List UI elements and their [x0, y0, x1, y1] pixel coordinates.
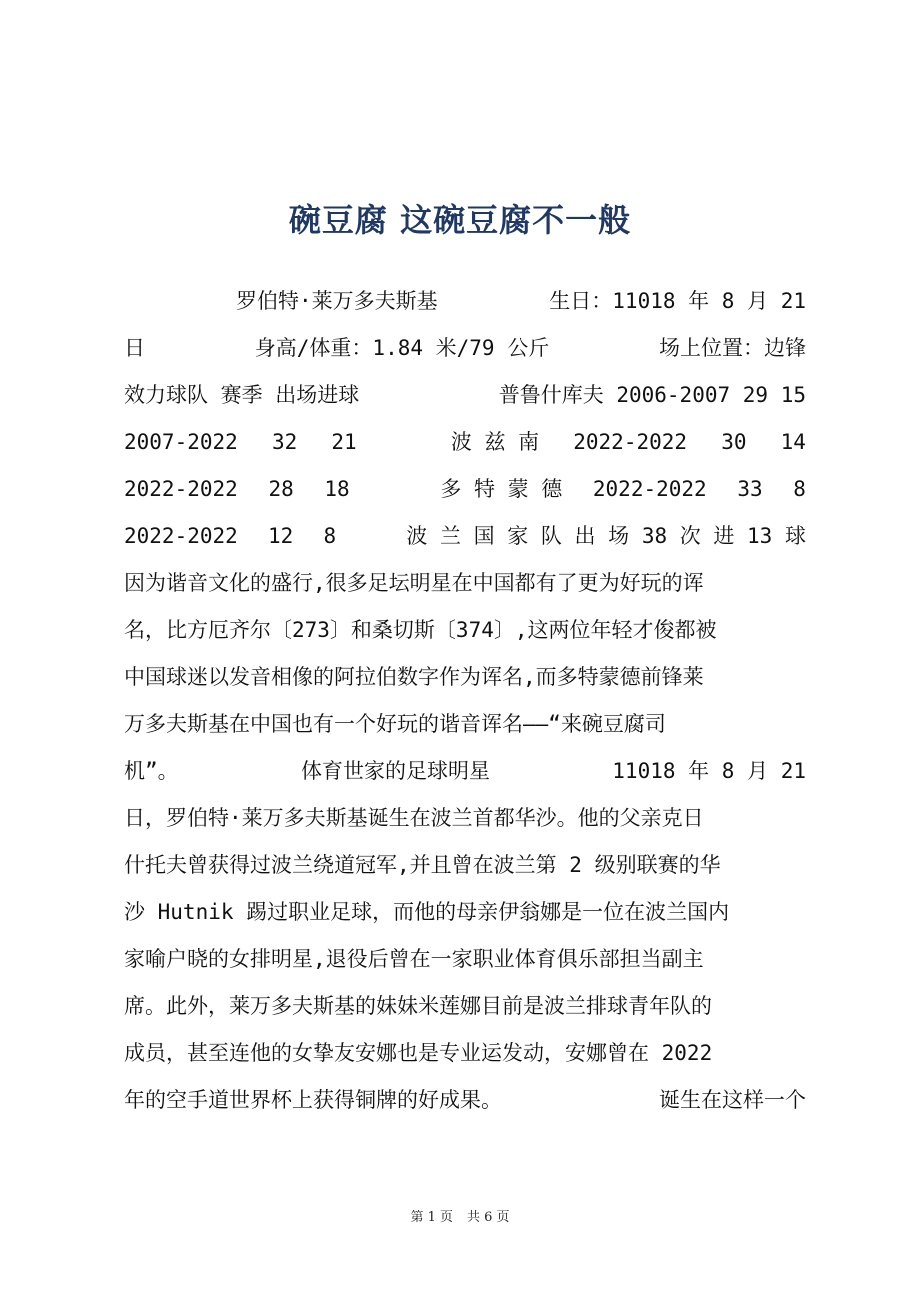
- page-total: 共 6 页: [467, 1210, 510, 1225]
- page-footer: [0, 1206, 920, 1225]
- text-segment: 8: [323, 524, 337, 548]
- text-line: [124, 936, 806, 983]
- text-segment: 32: [271, 430, 298, 454]
- text-line: [124, 701, 806, 748]
- text-segment: 年的空手道世界杯上获得铜牌的好成果。: [124, 1088, 502, 1112]
- text-segment: 11018 年 8 月 21: [612, 759, 806, 783]
- text-segment: 因为谐音文化的盛行,很多足坛明星在中国都有了更为好玩的诨: [124, 571, 704, 595]
- text-segment: 沙 Hutnik 踢过职业足球，而他的母亲伊翁娜是一位在波兰国内: [124, 900, 730, 924]
- text-line: [124, 325, 806, 372]
- page-number: 第 1 页: [410, 1210, 453, 1225]
- text-line: [124, 466, 806, 513]
- text-segment: 28: [268, 477, 294, 501]
- text-segment: 2007-2022: [124, 430, 238, 454]
- text-segment: 30: [721, 430, 747, 454]
- text-line: [124, 560, 806, 607]
- text-line: [124, 983, 806, 1030]
- text-segment: 万多夫斯基在中国也有一个好玩的谐音诨名——“来碗豆腐司: [124, 712, 666, 736]
- text-segment: 普鲁什库夫 2006-2007 29 15: [498, 383, 806, 407]
- text-segment: 家喻户晓的女排明星,退役后曾在一家职业体育俱乐部担当副主: [124, 947, 704, 971]
- text-segment: 生日：11018 年 8 月 21: [549, 289, 806, 313]
- text-segment: 2022-2022: [124, 524, 238, 548]
- text-line: [124, 748, 806, 795]
- text-line: [124, 278, 806, 325]
- text-segment: 什托夫曾获得过波兰绕道冠军,并且曾在波兰第 2 级别联赛的华: [124, 853, 721, 877]
- text-segment: 身高/体重：1.84 米/79 公斤: [254, 336, 550, 360]
- text-line: [124, 1077, 806, 1124]
- text-segment: 18: [324, 477, 350, 501]
- text-segment: 成员，甚至连他的女挚友安娜也是专业运发动，安娜曾在 2022: [124, 1041, 713, 1065]
- text-line: [124, 842, 806, 889]
- text-segment: 多 特 蒙 德: [440, 477, 563, 501]
- document-title: 碗豆腐 这碗豆腐不一般: [288, 201, 632, 239]
- text-segment: 波 兹 南: [450, 430, 540, 454]
- text-segment: 2022-2022: [124, 477, 238, 501]
- text-line: [124, 513, 806, 560]
- text-segment: 日，罗伯特·莱万多夫斯基诞生在波兰首都华沙。他的父亲克日: [124, 806, 704, 830]
- text-segment: 2022-2022: [592, 477, 707, 501]
- text-segment: 8: [793, 477, 806, 501]
- text-segment: 2022-2022: [573, 430, 688, 454]
- text-line: [124, 654, 806, 701]
- text-line: [124, 372, 806, 419]
- text-segment: 体育世家的足球明星: [300, 759, 490, 783]
- text-segment: 波 兰 国 家 队 出 场 38 次 进 13 球: [406, 524, 806, 548]
- text-segment: 效力球队 赛季 出场进球: [124, 383, 360, 407]
- text-segment: 名，比方厄齐尔〔273〕和桑切斯〔374〕,这两位年轻才俊都被: [124, 618, 717, 642]
- text-line: [124, 419, 806, 466]
- text-segment: 诞生在这样一个: [659, 1088, 806, 1112]
- text-segment: 12: [267, 524, 294, 548]
- text-line: [124, 1030, 806, 1077]
- document-body: [124, 278, 806, 1124]
- text-line: [124, 889, 806, 936]
- text-segment: 33: [737, 477, 763, 501]
- text-line: [124, 795, 806, 842]
- text-line: [124, 607, 806, 654]
- text-segment: 日: [124, 336, 145, 360]
- text-segment: 21: [331, 430, 357, 454]
- text-segment: 席。此外，莱万多夫斯基的妹妹米莲娜目前是波兰排球青年队的: [124, 994, 712, 1018]
- text-segment: 场上位置：边锋: [659, 336, 806, 360]
- text-segment: 机”。: [124, 759, 179, 783]
- text-segment: 中国球迷以发音相像的阿拉伯数字作为诨名,而多特蒙德前锋莱: [124, 665, 704, 689]
- text-segment: 14: [780, 430, 806, 454]
- text-segment: 罗伯特·莱万多夫斯基: [236, 289, 438, 313]
